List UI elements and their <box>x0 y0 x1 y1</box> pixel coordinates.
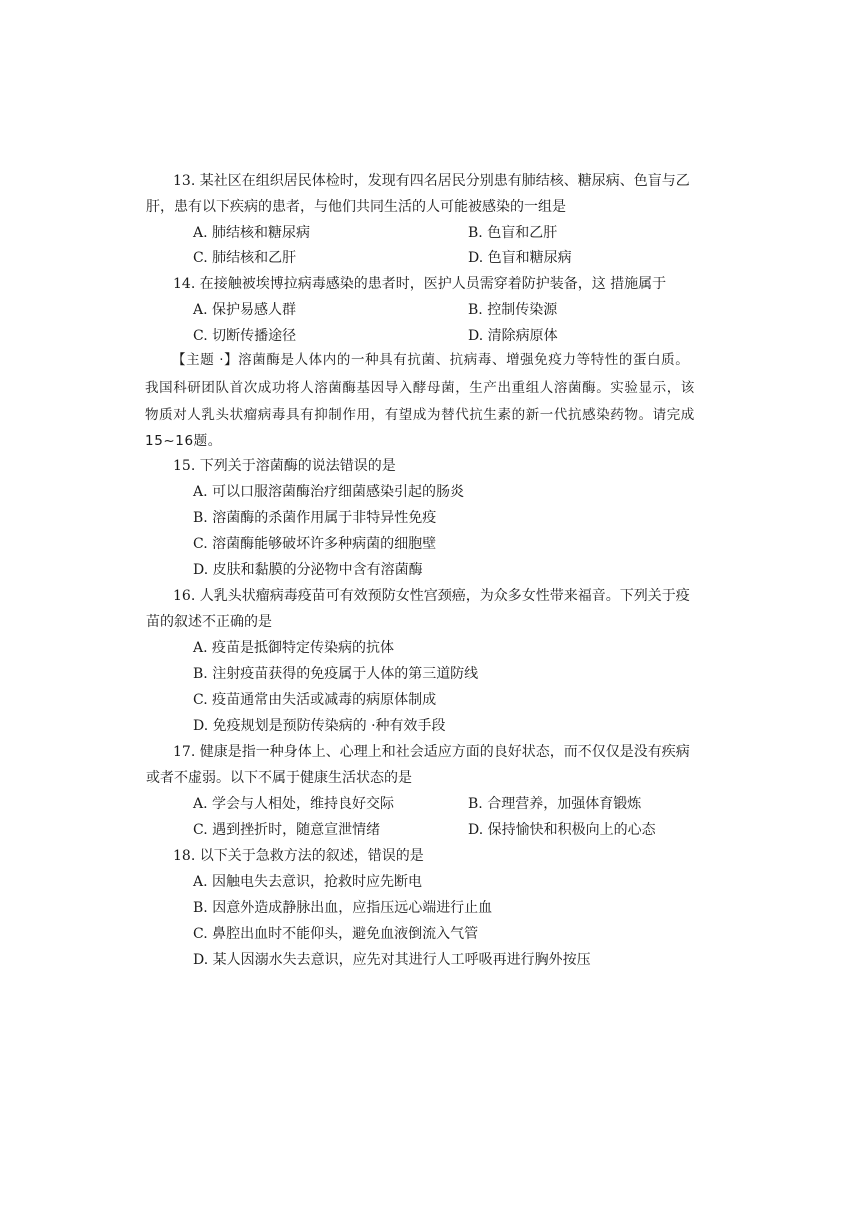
q14-option-b: B. 控制传染源 <box>468 302 558 318</box>
q16-option-c: C. 疫苗通常由失活或减毒的病原体制成 <box>193 692 437 708</box>
q17-option-b: B. 合理营养，加强体育锻炼 <box>468 796 642 812</box>
q17-option-c: C. 遇到挫折时，随意宣泄情绪 <box>193 822 381 838</box>
q14-option-a: A. 保护易感人群 <box>193 302 297 318</box>
q18-option-a: A. 因触电失去意识，抢救时应先断电 <box>193 874 423 890</box>
q18-stem-line1: 18. 以下关于急救方法的叙述，错误的是 <box>173 848 424 864</box>
q17-option-d: D. 保持愉快和积极向上的心态 <box>468 822 656 838</box>
q15-option-a: A. 可以口服溶菌酶治疗细菌感染引起的肠炎 <box>193 484 465 500</box>
q16-option-b: B. 注射疫苗获得的免疫属于人体的第三道防线 <box>193 666 479 682</box>
q14-stem-line1: 14. 在接触被埃博拉病毒感染的患者时，医护人员需穿着防护装备，这 措施属于 <box>173 276 667 292</box>
q15-option-d: D. 皮肤和黏膜的分泌物中含有溶菌酶 <box>193 562 423 578</box>
q16-stem-line1: 16. 人乳头状瘤病毒疫苗可有效预防女性宫颈癌，为众多女性带来福音。下列关于疫 <box>173 588 690 604</box>
q13-option-d: D. 色盲和糖尿病 <box>468 250 572 266</box>
q13-option-b: B. 色盲和乙肝 <box>468 225 558 241</box>
q14-option-c: C. 切断传播途径 <box>193 328 297 344</box>
passage-line4: 15~16题。 <box>145 433 222 449</box>
q13-stem-line1: 13. 某社区在组织居民体检时，发现有四名居民分别患有肺结核、糖尿病、色盲与乙 <box>173 173 690 189</box>
q13-option-a: A. 肺结核和糖尿病 <box>193 225 311 241</box>
q14-option-d: D. 清除病原体 <box>468 328 558 344</box>
q16-stem-line2: 苗的叙述不正确的是 <box>146 614 272 630</box>
q16-option-d: D. 免疫规划是预防传染病的 ·种有效手段 <box>193 718 446 734</box>
q13-option-c: C. 肺结核和乙肝 <box>193 250 297 266</box>
q17-option-a: A. 学会与人相处，维持良好交际 <box>193 796 395 812</box>
q17-stem-line2: 或者不虚弱。以下不属于健康生活状态的是 <box>146 770 412 786</box>
q15-option-c: C. 溶菌酶能够破坏许多种病菌的细胞壁 <box>193 536 437 552</box>
q18-option-c: C. 鼻腔出血时不能仰头，避免血液倒流入气管 <box>193 926 479 942</box>
q13-stem-line2: 肝，患有以下疾病的患者，与他们共同生活的人可能被感染的一组是 <box>146 199 566 215</box>
q18-option-b: B. 因意外造成静脉出血，应指压远心端进行止血 <box>193 900 493 916</box>
q16-option-a: A. 疫苗是抵御特定传染病的抗体 <box>193 640 395 656</box>
q18-option-d: D. 某人因溺水失去意识，应先对其进行人工呼吸再进行胸外按压 <box>193 952 591 968</box>
q15-option-b: B. 溶菌酶的杀菌作用属于非特异性免疫 <box>193 510 437 526</box>
passage-line1: 【主题 ·】溶菌酶是人体内的一种具有抗菌、抗病毒、增强免疫力等特性的蛋白质。 <box>172 352 690 368</box>
q17-stem-line1: 17. 健康是指一种身体上、心理上和社会适应方面的良好状态，而不仅仅是没有疾病 <box>173 744 690 760</box>
passage-line2: 我国科研团队首次成功将人溶菌酶基因导入酵母菌，生产出重组人溶菌酶。实验显示，该 <box>145 380 695 396</box>
passage-line3: 物质对人乳头状瘤病毒具有抑制作用，有望成为替代抗生素的新一代抗感染药物。请完成 <box>145 407 695 423</box>
q15-stem-line1: 15. 下列关于溶菌酶的说法错误的是 <box>173 458 396 474</box>
